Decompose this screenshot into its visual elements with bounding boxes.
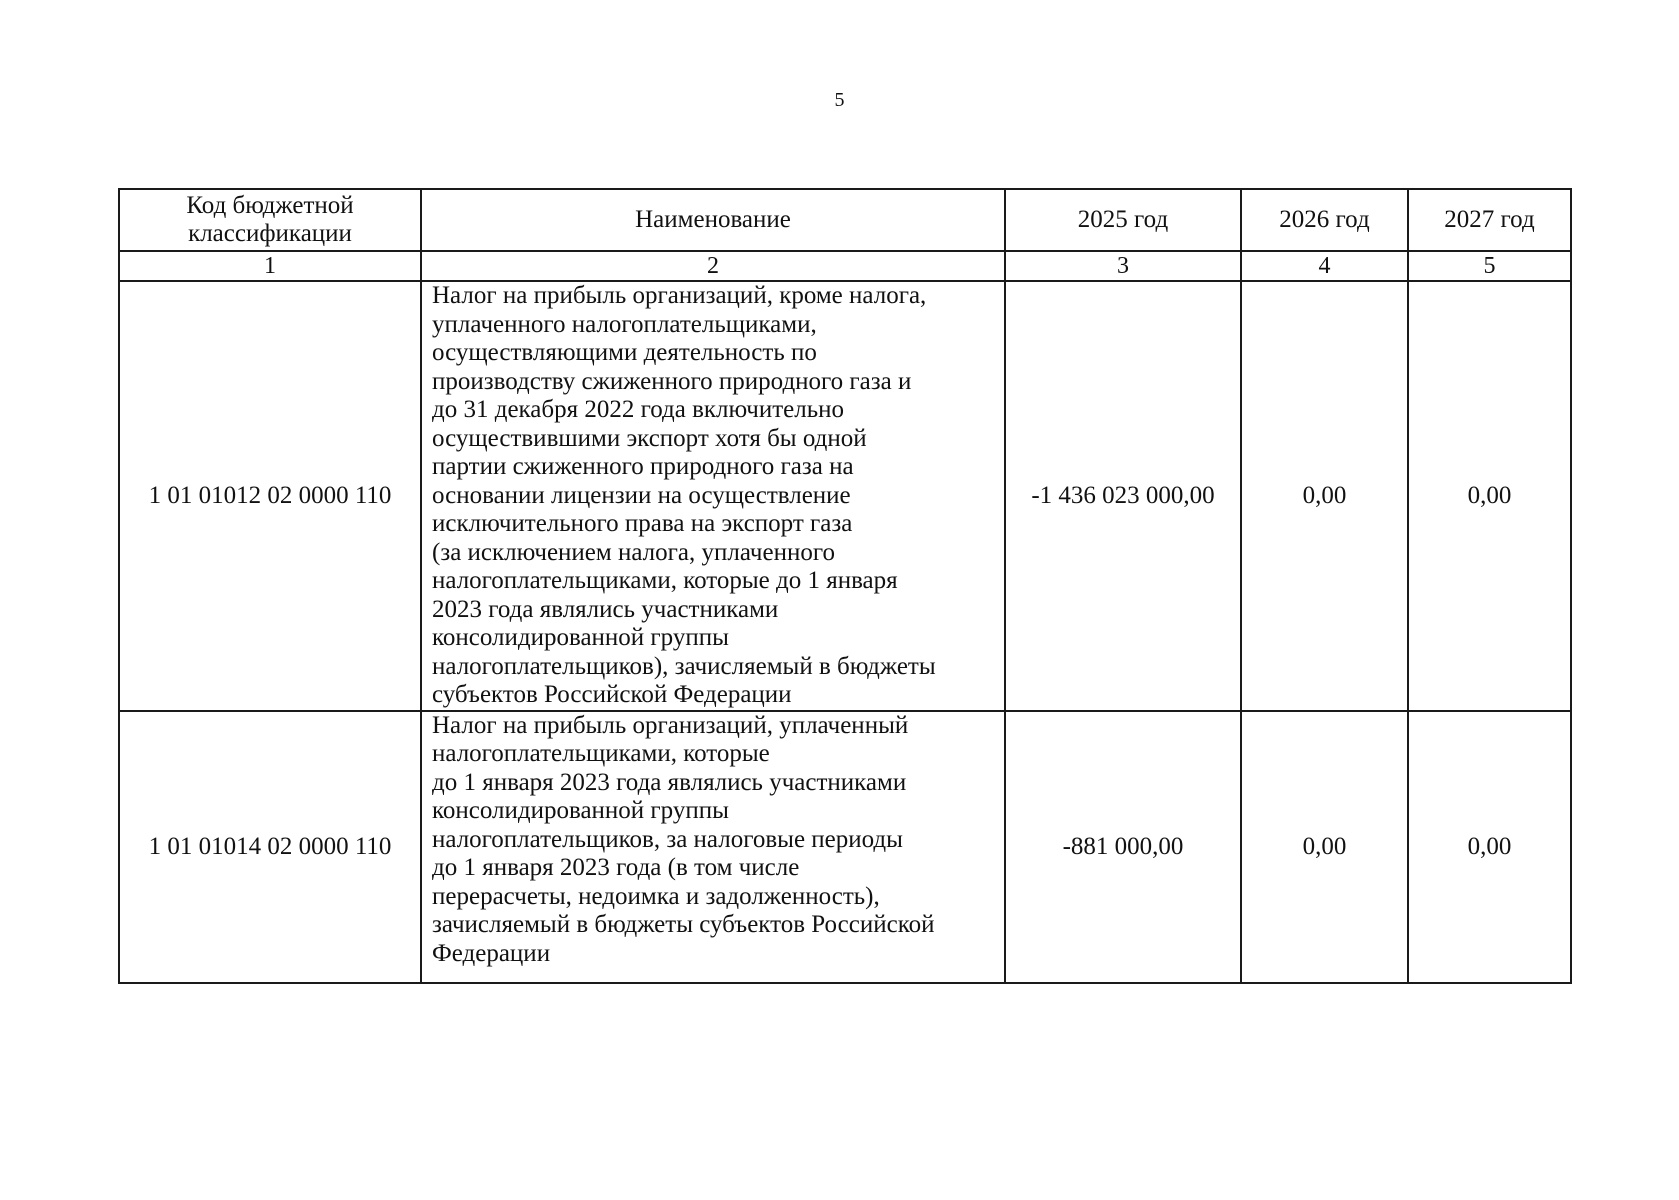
amount-2027-cell: 0,00: [1408, 711, 1571, 983]
amount-2026-cell: 0,00: [1241, 711, 1408, 983]
header-2027: 2027 год: [1408, 189, 1571, 251]
amount-2025-cell: -881 000,00: [1005, 711, 1241, 983]
column-number: 2: [421, 251, 1005, 281]
header-code: Код бюджетной классификации: [119, 189, 421, 251]
revenue-name-cell: Налог на прибыль организаций, кроме налога, уплаченного налогоплательщиками, осуществляющими деятельность по производству сжиженного природного газа и до 31 декабря 2022 года включительно осуществившими экспорт хотя бы одной партии сжиженного природного газа на основании лицензии на осуществление исключительного права на экспорт газа (за исключением налога, уплаченного налогоплательщиками, которые до 1 января 2023 года являлись участниками консолидированной группы налогоплательщиков), зачисляемый в бюджеты субъектов Российской Федерации: [421, 281, 1005, 711]
header-name: Наименование: [421, 189, 1005, 251]
amount-2027-cell: 0,00: [1408, 281, 1571, 711]
page-number: 5: [834, 89, 845, 111]
header-2025: 2025 год: [1005, 189, 1241, 251]
column-number: 1: [119, 251, 421, 281]
revenue-name-cell: Налог на прибыль организаций, уплаченный налогоплательщиками, которые до 1 января 2023 года являлись участниками консолидированной группы налогоплательщиков, за налоговые периоды до 1 января 2023 года (в том числе перерасчеты, недоимка и задолженность), зачисляемый в бюджеты субъектов Российской Федерации: [421, 711, 1005, 983]
budget-code-cell: 1 01 01012 02 0000 110: [119, 281, 421, 711]
column-number: 5: [1408, 251, 1571, 281]
budget-table: [118, 188, 1572, 984]
table-header-row: [119, 189, 1571, 251]
column-number: 4: [1241, 251, 1408, 281]
amount-2026-cell: 0,00: [1241, 281, 1408, 711]
column-number: 3: [1005, 251, 1241, 281]
budget-code-cell: 1 01 01014 02 0000 110: [119, 711, 421, 983]
header-2026: 2026 год: [1241, 189, 1408, 251]
table-row: [119, 711, 1571, 983]
column-number-row: [119, 251, 1571, 281]
amount-2025-cell: -1 436 023 000,00: [1005, 281, 1241, 711]
table-row: [119, 281, 1571, 711]
